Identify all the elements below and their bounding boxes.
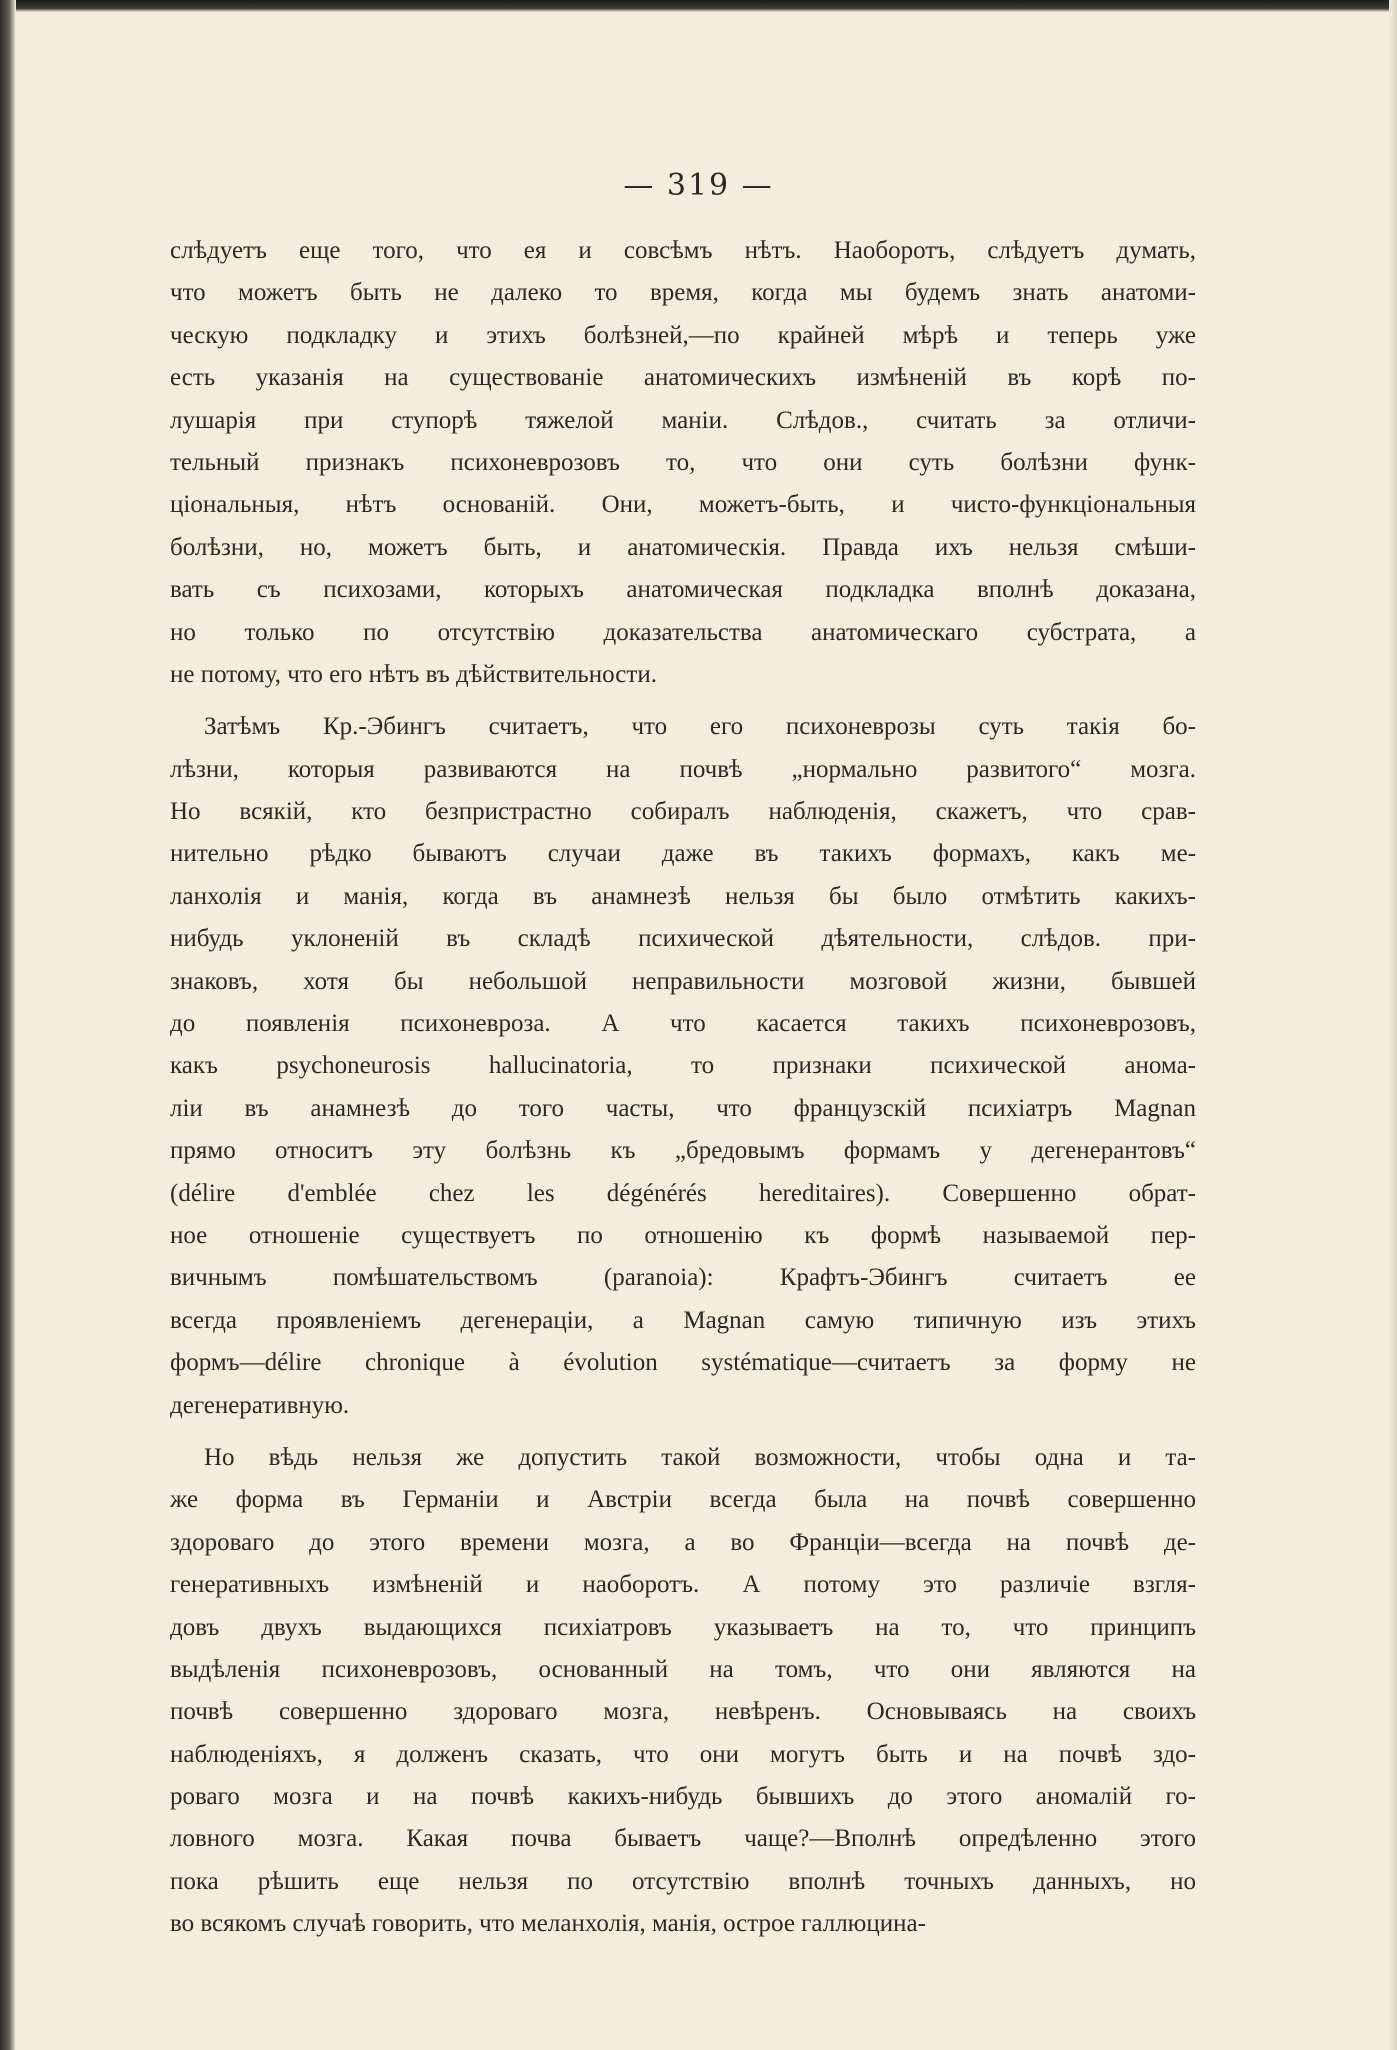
page-top-shadow — [0, 0, 1397, 12]
page-right-edge — [1389, 0, 1397, 2050]
text-line: но только по отсутствію доказательства анатомическаго субстрата, а — [170, 618, 1196, 646]
paragraph-3 — [170, 1437, 1196, 1946]
text-line: лушарія при ступорѣ тяжелой маніи. Слѣдов., считать за отличи- — [170, 406, 1196, 434]
paragraph-1 — [170, 230, 1196, 696]
text-line: формъ—délire chronique à évolution systématique—считаетъ за форму не — [170, 1349, 1196, 1377]
text-line: Затѣмъ Кр.-Эбингъ считаетъ, что его психоневрозы суть такія бо- — [204, 713, 1196, 741]
text-line: дегенеративную. — [170, 1391, 350, 1419]
text-line: выдѣленія психоневрозовъ, основанный на томъ, что они являются на — [170, 1655, 1196, 1683]
text-line: Но вѣдь нельзя же допустить такой возможности, чтобы одна и та- — [204, 1443, 1196, 1471]
text-line: ціональныя, нѣтъ основаній. Они, можетъ-быть, и чисто-функціональныя — [170, 491, 1196, 519]
text-line: довъ двухъ выдающихся психіатровъ указываетъ на то, что принципъ — [170, 1613, 1196, 1641]
text-line: что можетъ быть не далеко то время, когда мы будемъ знать анатоми- — [170, 279, 1196, 307]
text-line: роваго мозга и на почвѣ какихъ-нибудь бывшихъ до этого аномалій го- — [170, 1783, 1196, 1811]
page-binding-shadow — [0, 0, 16, 2050]
text-line: Но всякій, кто безпристрастно собиралъ наблюденія, скажетъ, что срав- — [170, 798, 1196, 826]
text-line: до появленія психоневроза. А что касается такихъ психоневрозовъ, — [170, 1010, 1196, 1038]
text-line: какъ psychoneurosis hallucinatoria, то признаки психической анома- — [170, 1052, 1196, 1080]
text-line: ное отношеніе существуетъ по отношенію къ формѣ называемой пер- — [170, 1221, 1196, 1249]
text-line: нибудь уклоненій въ складѣ психической дѣятельности, слѣдов. при- — [170, 925, 1196, 953]
text-line: нительно рѣдко бываютъ случаи даже въ такихъ формахъ, какъ ме- — [170, 840, 1196, 868]
body-text — [170, 230, 1196, 1946]
text-line: пока рѣшить еще нельзя по отсутствію вполнѣ точныхъ данныхъ, но — [170, 1867, 1196, 1895]
text-line: ланхолія и манія, когда въ анамнезѣ нельзя бы было отмѣтить какихъ- — [170, 882, 1196, 910]
text-line: тельный признакъ психоневрозовъ то, что они суть болѣзни функ- — [170, 448, 1196, 476]
text-line: же форма въ Германіи и Австріи всегда была на почвѣ совершенно — [170, 1486, 1196, 1514]
text-line: знаковъ, хотя бы небольшой неправильности мозговой жизни, бывшей — [170, 967, 1196, 995]
text-line: болѣзни, но, можетъ быть, и анатомическія. Правда ихъ нельзя смѣши- — [170, 533, 1196, 561]
paragraph-2 — [170, 706, 1196, 1427]
text-line: не потому, что его нѣтъ въ дѣйствительности. — [170, 660, 657, 688]
text-line: всегда проявленіемъ дегенераціи, а Magnan самую типичную изъ этихъ — [170, 1306, 1196, 1334]
text-line: вичнымъ помѣшательствомъ (paranoia): Крафтъ-Эбингъ считаетъ ее — [170, 1264, 1196, 1292]
text-line: есть указанія на существованіе анатомическихъ измѣненій въ корѣ по- — [170, 364, 1196, 392]
text-line: наблюденіяхъ, я долженъ сказать, что они могутъ быть и на почвѣ здо- — [170, 1740, 1196, 1768]
text-line: ческую подкладку и этихъ болѣзней,—по крайней мѣрѣ и теперь уже — [170, 321, 1196, 349]
text-line: здороваго до этого времени мозга, а во Франціи—всегда на почвѣ де- — [170, 1528, 1196, 1556]
text-line: генеративныхъ измѣненій и наоборотъ. А потому это различіе взгля- — [170, 1571, 1196, 1599]
text-line: ліи въ анамнезѣ до того часты, что французскій психіатръ Magnan — [170, 1094, 1196, 1122]
text-line: слѣдуетъ еще того, что ея и совсѣмъ нѣтъ. Наоборотъ, слѣдуетъ думать, — [170, 237, 1196, 264]
text-line: во всякомъ случаѣ говорить, что меланхолія, манія, острое галлюцина- — [170, 1910, 926, 1938]
page-number: — 319 — — [623, 168, 774, 203]
text-line: вать съ психозами, которыхъ анатомическая подкладка вполнѣ доказана, — [170, 576, 1196, 604]
text-line: ловного мозга. Какая почва бываетъ чаще?—Вполнѣ опредѣленно этого — [170, 1825, 1196, 1853]
text-line: лѣзни, которыя развиваются на почвѣ „нормально развитого“ мозга. — [170, 755, 1196, 783]
text-line: (délire d'emblée chez les dégénérés hereditaires). Совершенно обрат- — [170, 1179, 1196, 1207]
text-line: прямо относитъ эту болѣзнь къ „бредовымъ формамъ у дегенерантовъ“ — [170, 1137, 1196, 1165]
text-line: почвѣ совершенно здороваго мозга, невѣренъ. Основываясь на своихъ — [170, 1698, 1196, 1726]
